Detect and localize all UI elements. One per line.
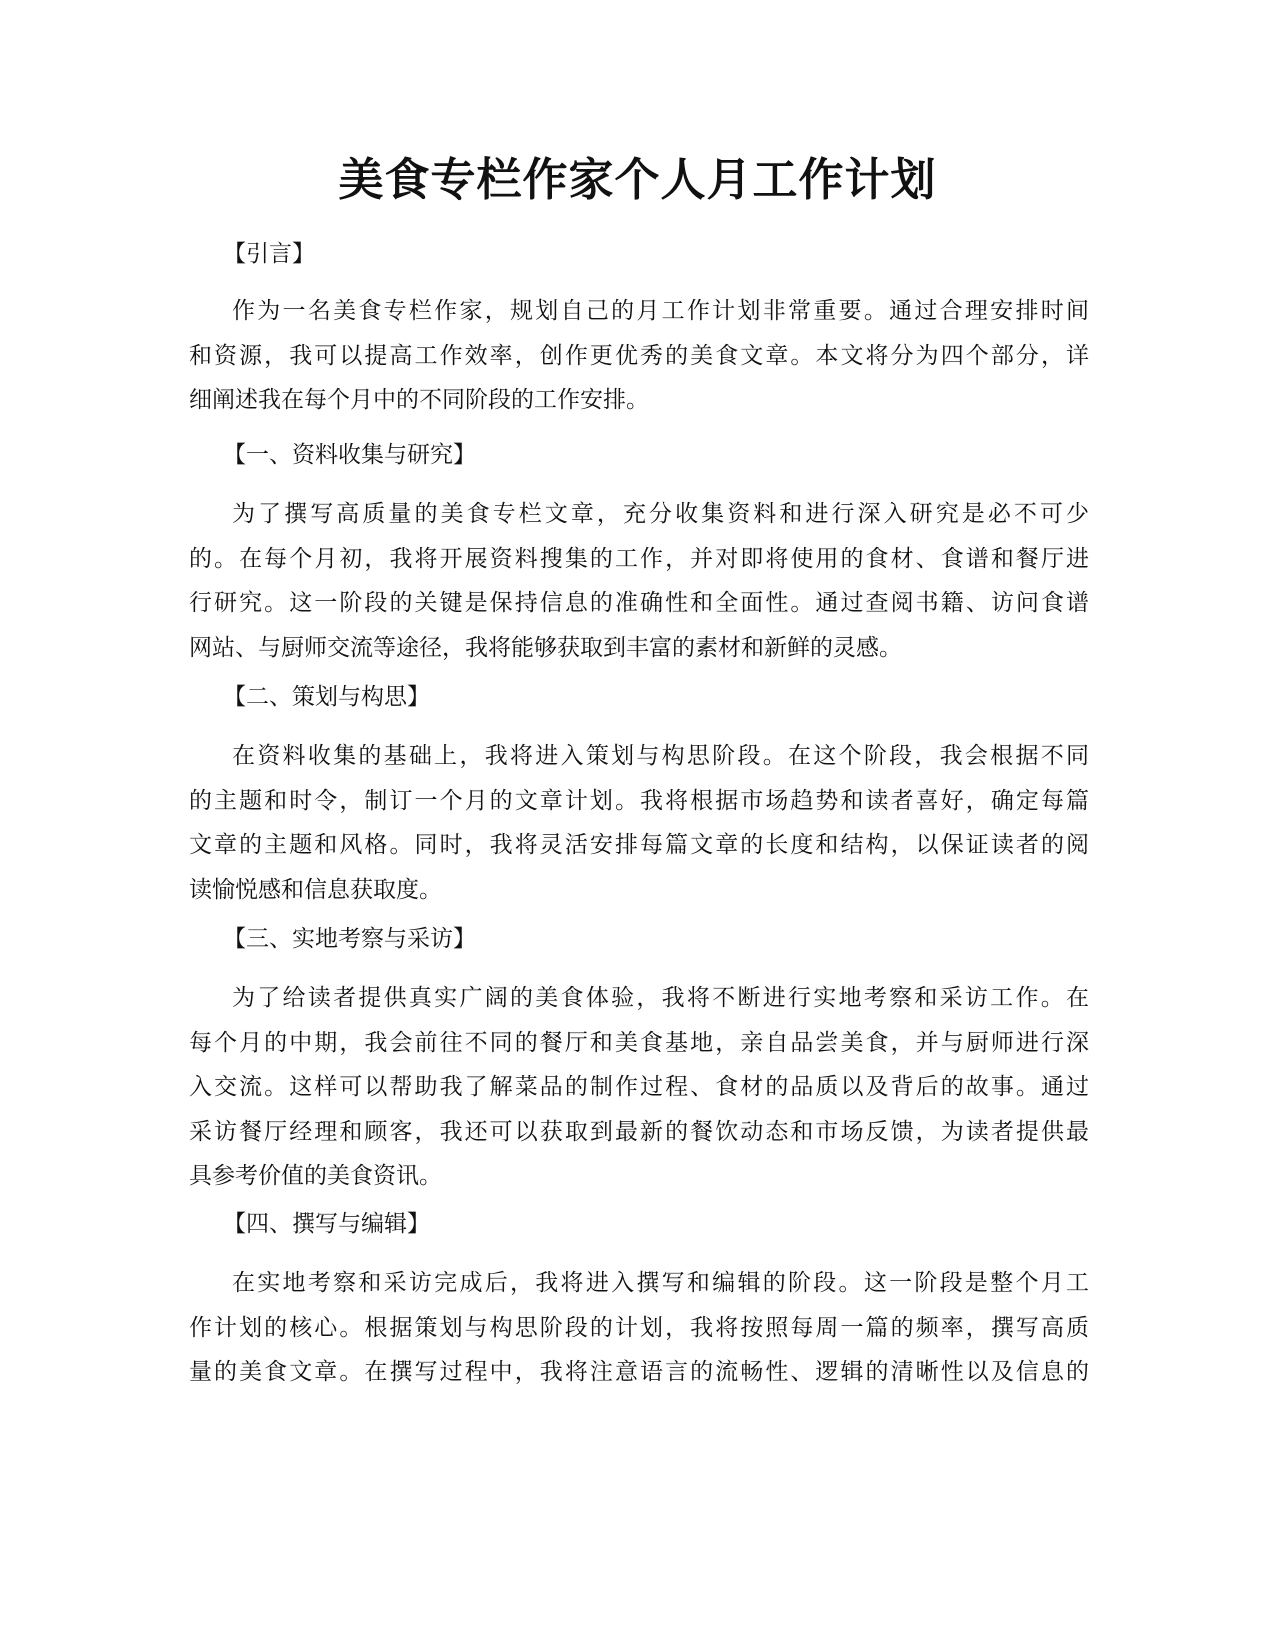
paragraph-writing: [189, 1261, 1089, 1395]
section-heading-planning: 【二、策划与构思】: [223, 684, 430, 710]
paragraph-planning: [189, 734, 1089, 912]
document-title: 美食专栏作家个人月工作计划: [338, 153, 937, 206]
paragraph-line: 在资料收集的基础上，我将进入策划与构思阶段。在这个阶段，我会根据不同: [232, 743, 1089, 769]
paragraph-line: 采访餐厅经理和顾客，我还可以获取到最新的餐饮动态和市场反馈，为读者提供最: [189, 1118, 1089, 1145]
paragraph-intro: [189, 289, 1089, 423]
section-heading-fieldwork: 【三、实地考察与采访】: [223, 926, 476, 952]
paragraph-line: 作为一名美食专栏作家，规划自己的月工作计划非常重要。通过合理安排时间: [232, 298, 1089, 324]
paragraph-line: 入交流。这样可以帮助我了解菜品的制作过程、食材的品质以及背后的故事。通过: [189, 1074, 1089, 1101]
paragraph-line: 具参考价值的美食资讯。: [189, 1163, 442, 1190]
paragraph-line: 的。在每个月初，我将开展资料搜集的工作，并对即将使用的食材、食谱和餐厅进: [189, 545, 1089, 572]
paragraph-line: 文章的主题和风格。同时，我将灵活安排每篇文章的长度和结构，以保证读者的阅: [189, 832, 1089, 859]
paragraph-line: 每个月的中期，我会前往不同的餐厅和美食基地，亲自品尝美食，并与厨师进行深: [189, 1029, 1089, 1056]
paragraph-line: 细阐述我在每个月中的不同阶段的工作安排。: [189, 387, 649, 414]
section-heading-writing: 【四、撰写与编辑】: [223, 1211, 430, 1237]
section-heading-research: 【一、资料收集与研究】: [223, 442, 476, 468]
paragraph-line: 和资源，我可以提高工作效率，创作更优秀的美食文章。本文将分为四个部分，详: [189, 342, 1089, 369]
section-heading-intro: 【引言】: [223, 241, 315, 267]
paragraph-line: 为了给读者提供真实广阔的美食体验，我将不断进行实地考察和采访工作。在: [232, 985, 1089, 1011]
paragraph-line: 作计划的核心。根据策划与构思阶段的计划，我将按照每周一篇的频率，撰写高质: [189, 1314, 1089, 1341]
paragraph-line: 的主题和时令，制订一个月的文章计划。我将根据市场趋势和读者喜好，确定每篇: [189, 787, 1089, 814]
paragraph-line: 读愉悦感和信息获取度。: [189, 876, 442, 903]
paragraph-line: 为了撰写高质量的美食专栏文章，充分收集资料和进行深入研究是必不可少: [232, 501, 1089, 527]
paragraph-fieldwork: [189, 976, 1089, 1199]
paragraph-line: 行研究。这一阶段的关键是保持信息的准确性和全面性。通过查阅书籍、访问食谱: [189, 590, 1089, 617]
paragraph-line: 在实地考察和采访完成后，我将进入撰写和编辑的阶段。这一阶段是整个月工: [232, 1270, 1089, 1296]
paragraph-line: 网站、与厨师交流等途径，我将能够获取到丰富的素材和新鲜的灵感。: [189, 634, 902, 661]
paragraph-line: 量的美食文章。在撰写过程中，我将注意语言的流畅性、逻辑的清晰性以及信息的: [189, 1359, 1089, 1386]
paragraph-research: [189, 492, 1089, 670]
